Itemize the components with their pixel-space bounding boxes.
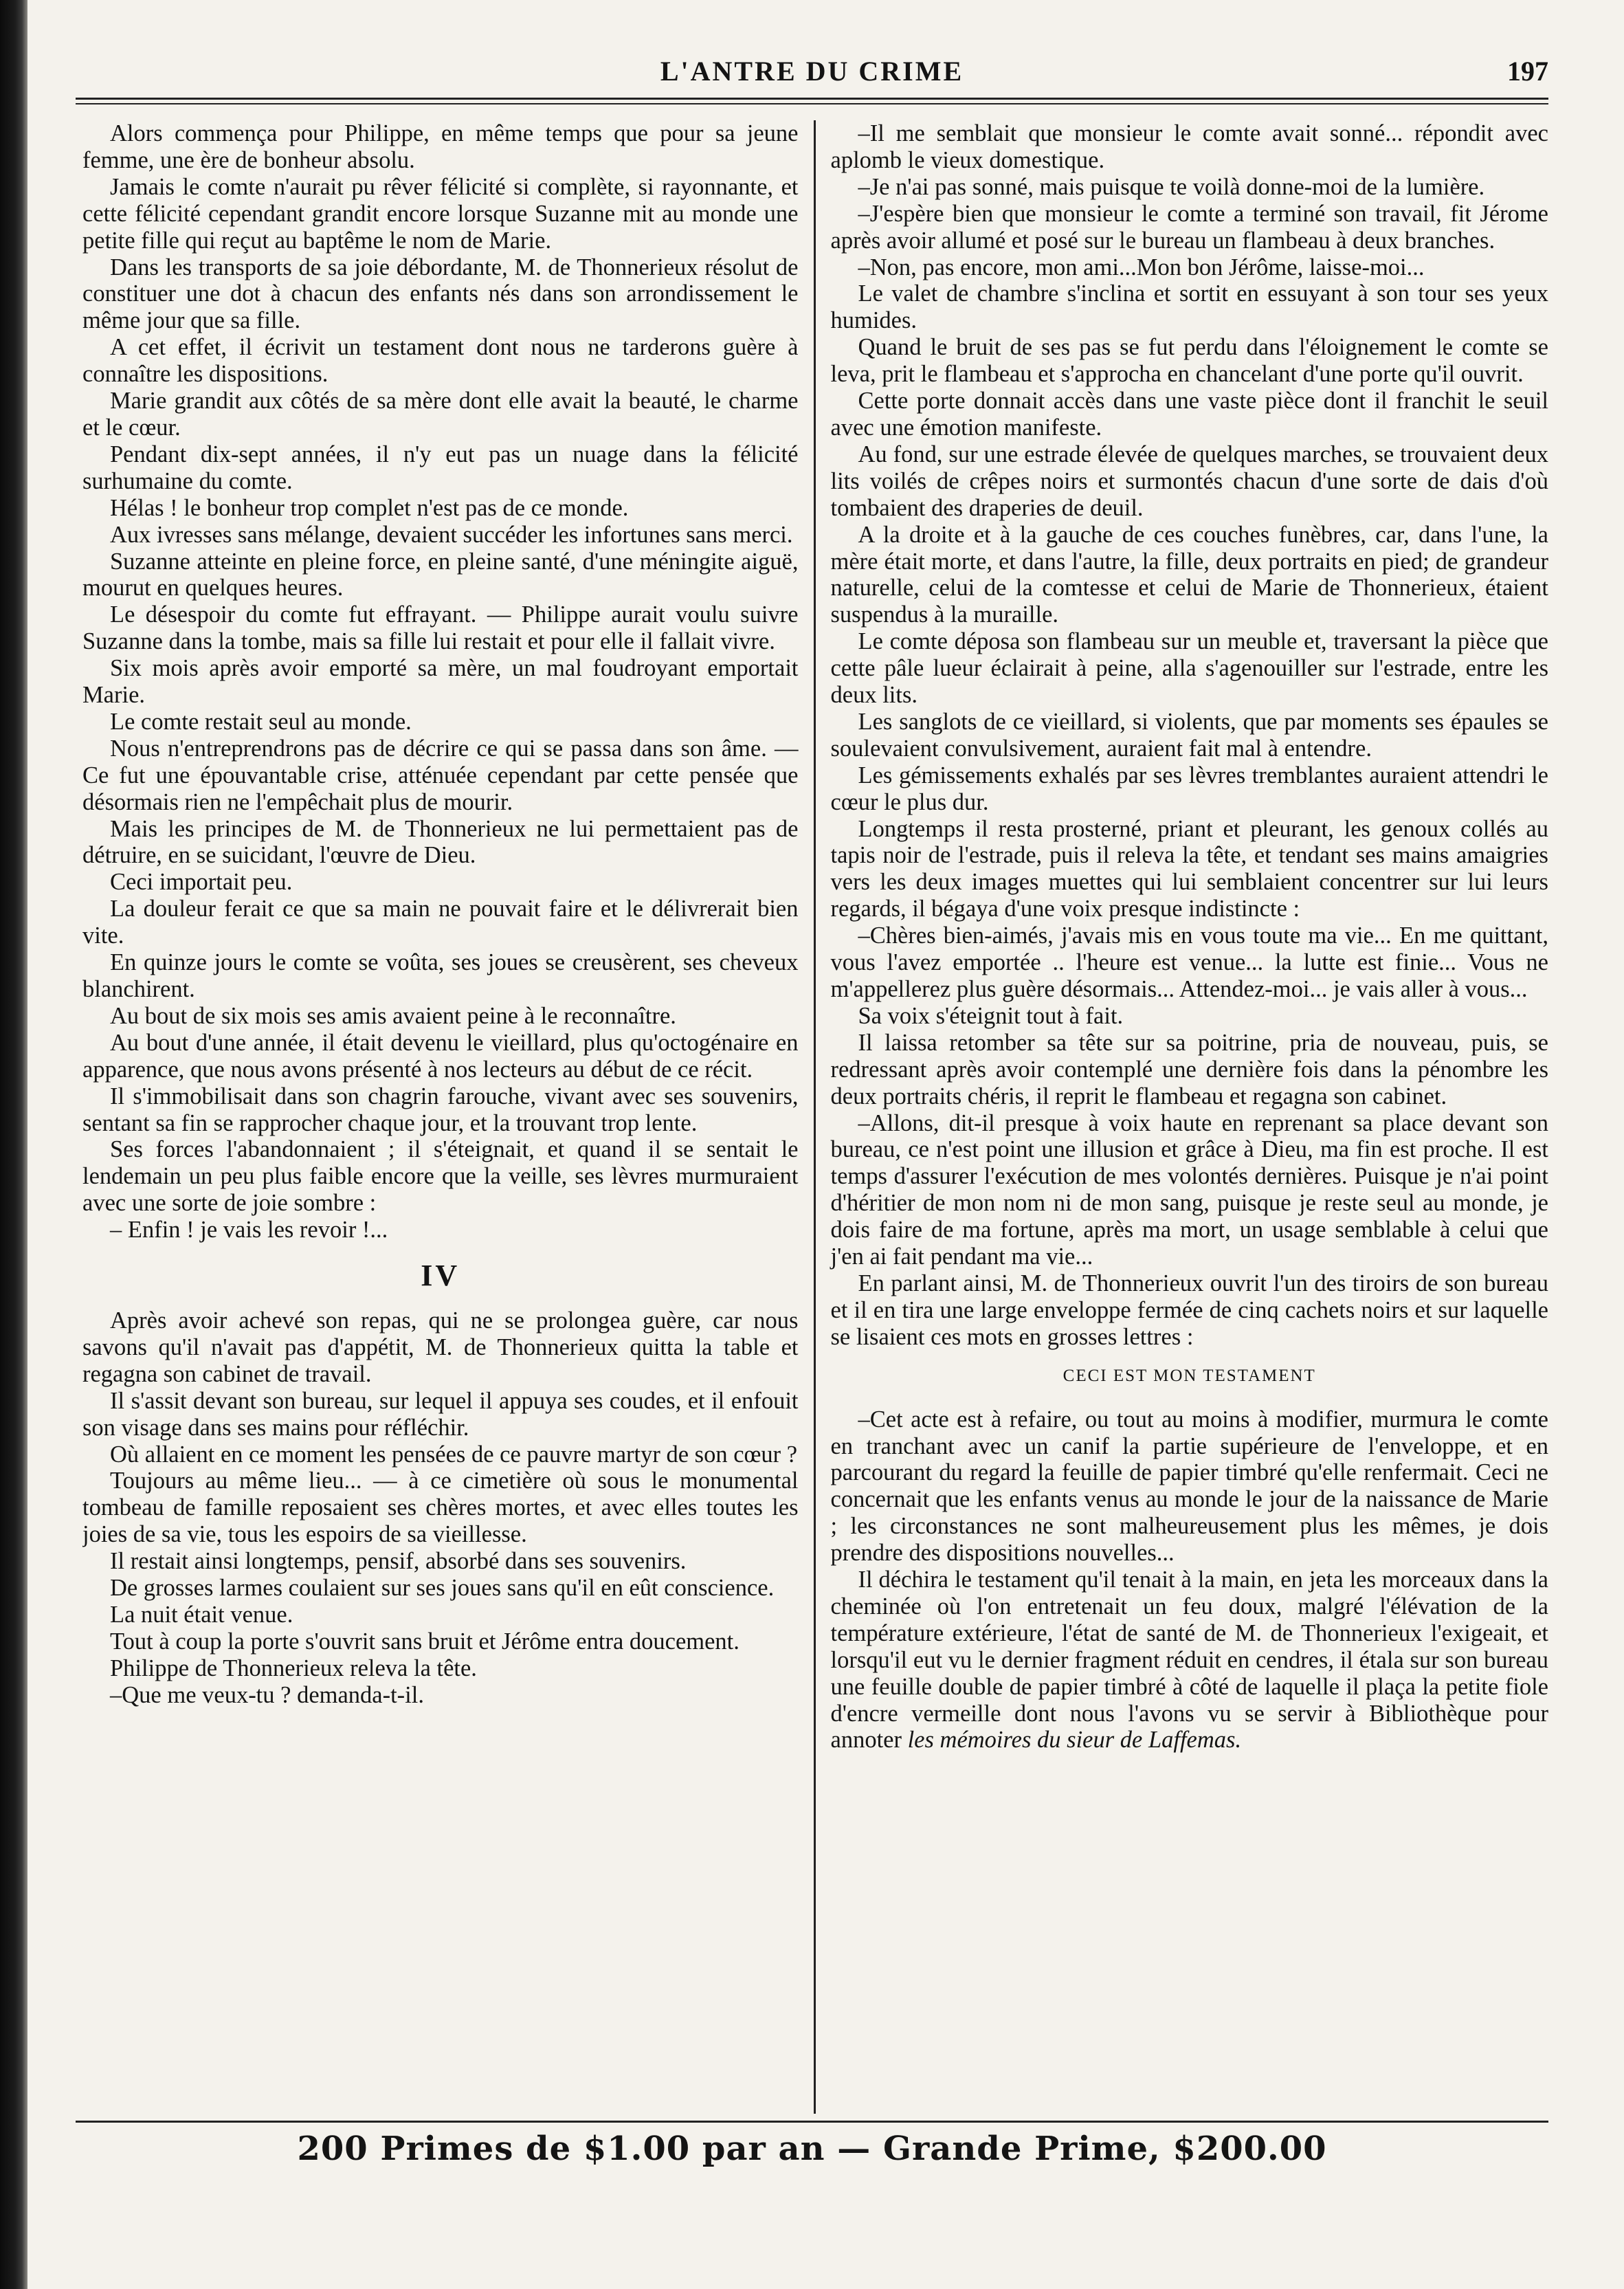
paragraph: –Allons, dit-il presque à voix haute en reprenant sa place devant son bureau, ce n'est point une illusion et grâce à Dieu, ma fin est proche. Il est temps d'assurer l'exécution de mes volontés dernières. Puisque je n'ai point d'héritier de mon nom ni de mon sang, puisque je reste seul au monde, je dois faire de ma fortune, après ma mort, un usage semblable à celui que j'en ai fait pendant ma vie... xyxy=(830,1109,1548,1270)
paragraph: Au bout d'une année, il était devenu le vieillard, plus qu'octogénaire en apparence, que nous avons présenté à nos lecteurs au début de ce récit. xyxy=(82,1029,799,1083)
header-rule-thin xyxy=(76,103,1548,104)
paragraph: En parlant ainsi, M. de Thonnerieux ouvrit l'un des tiroirs de son bureau et il en tira une large enveloppe fermée de cinq cachets noirs et sur laquelle se lisaient ces mots en grosses lettres : xyxy=(830,1270,1548,1350)
paragraph: Longtemps il resta prosterné, priant et pleurant, les genoux collés au tapis noir de l'estrade, puis il releva la tête, et tendant ses mains amaigries vers les deux images muettes qui lui semblaient concentrer sur lui leurs regards, il bégaya d'une voix presque indistincte : xyxy=(830,815,1548,922)
paragraph: Cette porte donnait accès dans une vaste pièce dont il franchit le seuil avec une émotion manifeste. xyxy=(830,388,1548,441)
paragraph: –Que me veux-tu ? demanda-t-il. xyxy=(110,1681,424,1708)
paragraph: Jamais le comte n'aurait pu rêver félicité si complète, si rayonnante, et cette félicité cependant grandit encore lorsque Suzanne mit au monde une petite fille qui reçut au baptême le nom de Marie. xyxy=(82,173,799,254)
right-paragraphs-before xyxy=(831,120,1549,1351)
paragraph: Au bout de six mois ses amis avaient peine à le reconnaître. xyxy=(110,1002,676,1029)
right-column xyxy=(816,120,1549,2114)
paragraph: Les gémissements exhalés par ses lèvres tremblantes auraient attendri le cœur le plus dur. xyxy=(830,762,1548,815)
running-title: L'ANTRE DU CRIME xyxy=(660,56,964,87)
footer-banner: 200 Primes de $1.00 par an — Grande Prime, $200.00 xyxy=(297,2130,1327,2168)
paragraph: Alors commença pour Philippe, en même temps que pour sa jeune femme, une ère de bonheur absolu. xyxy=(82,120,799,173)
paragraph: Où allaient en ce moment les pensées de ce pauvre martyr de son cœur ? xyxy=(110,1441,798,1468)
paragraph: Six mois après avoir emporté sa mère, un mal foudroyant emportait Marie. xyxy=(82,655,799,709)
paragraph: Le comte déposa son flambeau sur un meuble et, traversant la pièce que cette pâle lueur éclairait à peine, alla s'agenouiller sur l'estrade, entre les deux lits. xyxy=(830,628,1548,709)
paragraph: La douleur ferait ce que sa main ne pouvait faire et le délivrerait bien vite. xyxy=(82,896,799,949)
paragraph: Hélas ! le bonheur trop complet n'est pas de ce monde. xyxy=(110,494,629,521)
italic-title: les mémoires du sieur de Laffemas. xyxy=(907,1727,1242,1754)
footer-rule xyxy=(76,2121,1548,2123)
paragraph: Il déchira le testament qu'il tenait à la main, en jeta les morceaux dans la cheminée où l'on entretenait un feu doux, malgré l'élévation de la température extérieure, l'état de santé de M. de Thonnerieux l'exigeait, et lorsqu'il eut vu le dernier fragment réduit en cendres, il étala sur son bureau une feuille double de papier timbré à côté de laquelle il plaça la petite fiole d'encre vermeille dont nous l'avons vu se servir à Bibliothèque pour annoter les mémoires du sieur de Laffemas. xyxy=(830,1567,1548,1754)
paragraph: Suzanne atteinte en pleine force, en pleine santé, d'une méningite aiguë, mourut en quelques heures. xyxy=(82,548,799,601)
paragraph: Dans les transports de sa joie débordante, M. de Thonnerieux résolut de constituer une dot à chacun des enfants nés dans son arrondissement le même jour que sa fille. xyxy=(82,254,799,334)
paragraph: Nous n'entreprendrons pas de décrire ce qui se passa dans son âme. — Ce fut une épouvantable crise, atténuée cependant par cette pensée que désormais rien ne l'empêchait plus de mourir. xyxy=(82,735,799,815)
testament-heading: CECI EST MON TESTAMENT xyxy=(1063,1366,1316,1385)
paragraph: La nuit était venue. xyxy=(110,1601,293,1628)
chapter-numeral: IV xyxy=(421,1259,460,1293)
paragraph: A cet effet, il écrivit un testament dont nous ne tarderons guère à connaître les dispositions. xyxy=(82,334,799,388)
chapter-paragraphs xyxy=(82,1307,799,1709)
left-paragraphs xyxy=(82,120,799,1243)
paragraph: Toujours au même lieu... — à ce cimetière où sous le monumental tombeau de famille reposaient ses chères mortes, et avec elles toutes les joies de sa vie, tous les espoirs de sa vieillesse. xyxy=(82,1468,799,1548)
book-binding-edge xyxy=(0,0,27,2289)
left-column xyxy=(82,120,816,2114)
paragraph: – Enfin ! je vais les revoir !... xyxy=(110,1217,388,1243)
paragraph: Ses forces l'abandonnaient ; il s'éteignait, et quand il se sentait le lendemain un peu plus faible encore que la veille, ses lèvres murmuraient avec une sorte de joie sombre : xyxy=(82,1136,799,1217)
paragraph: Les sanglots de ce vieillard, si violents, que par moments ses épaules se soulevaient convulsivement, auraient fait mal à entendre. xyxy=(830,708,1548,762)
paragraph: Sa voix s'éteignit tout à fait. xyxy=(858,1002,1124,1029)
text-columns xyxy=(82,120,1548,2114)
paragraph: Le valet de chambre s'inclina et sortit en essuyant à son tour ses yeux humides. xyxy=(830,280,1548,334)
paragraph: Après avoir achevé son repas, qui ne se prolongea guère, car nous savons qu'il n'avait pas d'appétit, M. de Thonnerieux quitta la table et regagna son cabinet de travail. xyxy=(82,1307,799,1387)
paragraph: –J'espère bien que monsieur le comte a terminé son travail, fit Jérome après avoir allumé et posé sur le bureau un flambeau à deux branches. xyxy=(830,200,1548,254)
paragraph: Philippe de Thonnerieux releva la tête. xyxy=(110,1655,477,1681)
paragraph: Tout à coup la porte s'ouvrit sans bruit et Jérôme entra doucement. xyxy=(110,1628,739,1655)
paragraph: Au fond, sur une estrade élevée de quelques marches, se trouvaient deux lits voilés de crêpes noirs et surmontés chacun d'une sorte de dais d'où tombaient des draperies de deuil. xyxy=(830,441,1548,521)
paragraph: –Chères bien-aimés, j'avais mis en vous toute ma vie... En me quittant, vous l'avez emportée .. l'heure est venue... la lutte est finie... Vous ne m'appellerez plus guère désormais... Attendez-moi... je vais aller à vous... xyxy=(830,922,1548,1002)
paragraph: En quinze jours le comte se voûta, ses joues se creusèrent, ses cheveux blanchirent. xyxy=(82,949,799,1002)
paragraph: –Il me semblait que monsieur le comte avait sonné... répondit avec aplomb le vieux domestique. xyxy=(830,120,1548,173)
paragraph: Ceci importait peu. xyxy=(110,869,293,896)
paragraph: De grosses larmes coulaient sur ses joues sans qu'il en eût conscience. xyxy=(110,1575,775,1602)
page-number: 197 xyxy=(1507,56,1548,87)
paragraph: Mais les principes de M. de Thonnerieux ne lui permettaient pas de détruire, en se suicidant, l'œuvre de Dieu. xyxy=(82,815,799,869)
paragraph: Il restait ainsi longtemps, pensif, absorbé dans ses souvenirs. xyxy=(110,1548,687,1575)
paragraph: Le comte restait seul au monde. xyxy=(110,708,412,735)
paragraph: A la droite et à la gauche de ces couches funèbres, car, dans l'une, la mère était morte, et dans l'autre, la fille, deux portraits en pied; de grandeur naturelle, celui de la comtesse et celui de Marie de Thonnerieux, étaient suspendus à la muraille. xyxy=(830,521,1548,628)
paragraph: Quand le bruit de ses pas se fut perdu dans l'éloignement le comte se leva, prit le flambeau et s'approcha en chancelant d'une porte qu'il ouvrit. xyxy=(830,334,1548,388)
paragraph: –Je n'ai pas sonné, mais puisque te voilà donne-moi de la lumière. xyxy=(858,173,1485,200)
right-paragraphs-after xyxy=(831,1406,1549,1754)
paragraph: Le désespoir du comte fut effrayant. — Philippe aurait voulu suivre Suzanne dans la tombe, mais sa fille lui restait et pour elle il fallait vivre. xyxy=(82,601,799,655)
paragraph: –Non, pas encore, mon ami...Mon bon Jérôme, laisse-moi... xyxy=(858,254,1425,280)
paragraph: Il s'immobilisait dans son chagrin farouche, vivant avec ses souvenirs, sentant sa fin se rapprocher chaque jour, et la trouvant trop lente. xyxy=(82,1083,799,1136)
paragraph: Il s'assit devant son bureau, sur lequel il appuya ses coudes, et il enfouit son visage dans ses mains pour réfléchir. xyxy=(82,1387,799,1441)
paragraph: Marie grandit aux côtés de sa mère dont elle avait la beauté, le charme et le cœur. xyxy=(82,388,799,441)
paragraph: Pendant dix-sept années, il n'y eut pas un nuage dans la félicité surhumaine du comte. xyxy=(82,441,799,494)
header-rule xyxy=(76,98,1548,100)
paragraph: Il laissa retomber sa tête sur sa poitrine, pria de nouveau, puis, se redressant après avoir contemplé une dernière fois dans la pénombre les deux portraits chéris, il reprit le flambeau et regagna son cabinet. xyxy=(830,1029,1548,1109)
paragraph: –Cet acte est à refaire, ou tout au moins à modifier, murmura le comte en tranchant avec un canif la partie supérieure de l'enveloppe, et en parcourant du regard la feuille de papier timbré qu'elle renfermait. Ceci ne concernait que les enfants venus au monde le jour de la naissance de Marie ; les circonstances ne sont malheureusement plus les mêmes, je dois prendre des dispositions nouvelles... xyxy=(830,1406,1548,1567)
page-header xyxy=(76,41,1548,96)
paragraph: Aux ivresses sans mélange, devaient succéder les infortunes sans merci. xyxy=(110,521,793,548)
